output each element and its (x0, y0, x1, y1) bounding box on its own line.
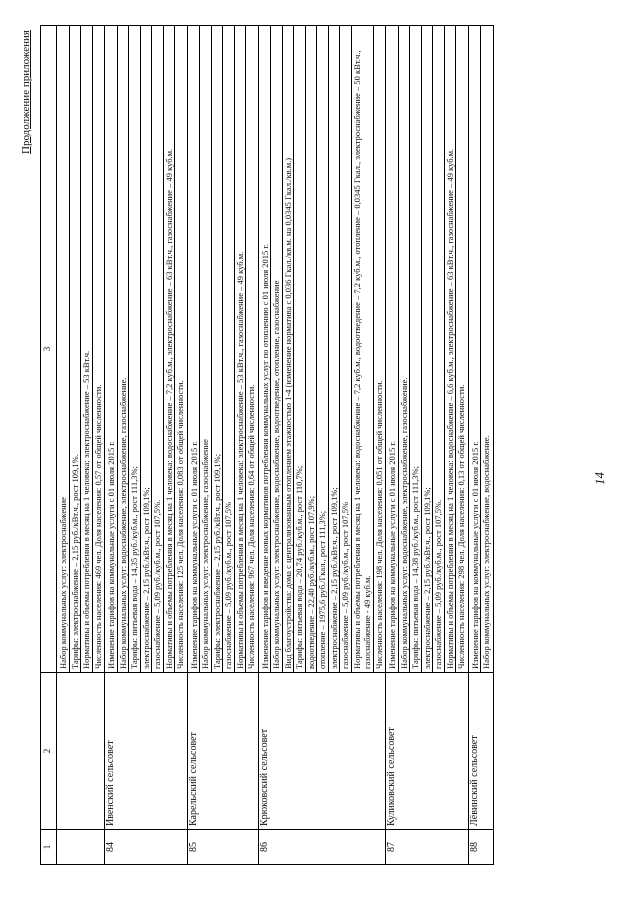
text-line: Тарифы: питьевая вода – 14,35 руб./куб.м., рост 111,3%; (129, 26, 141, 672)
text-line: Набор коммунальных услуг: водоснабжение, электроснабжение, газоснабжение. (399, 26, 411, 672)
settlement-name: Куликовский сельсовет (386, 673, 469, 830)
text-line: Нормативы и объемы потребления в месяц на 1 человека: электроснабжение – 53 кВт.ч., газоснабжение – 49 куб.м. (235, 26, 247, 672)
text-line: Набор коммунальных услуг: электроснабжение, водоснабжение. (481, 435, 491, 669)
details-cell (187, 26, 258, 673)
text-line: Изменение тарифов на коммунальные услуги с 01 июля 2015 г. (387, 26, 399, 672)
settlement-name: Крюковский сельсовет (258, 673, 386, 830)
details-cell (105, 26, 188, 673)
text-line: отопление – 1975,6 руб./Гкал., рост 111,3%; (317, 26, 329, 672)
row-number: 85 (187, 830, 258, 865)
settlement-name: Лёвинский сельсовет (468, 673, 493, 830)
row-number: 84 (105, 830, 188, 865)
row-number: 88 (468, 830, 493, 865)
text-line: электроснабжение – 2,15 руб./кВт.ч., рост 109,1%; (422, 26, 434, 672)
text-line: Численность населения: 125 чел. Доля населения: 0,083 от общей численности. (175, 380, 185, 669)
table-row (258, 26, 386, 865)
text-line: Нормативы и объемы потребления в месяц на 1 человека: электроснабжение – 53 кВт.ч. (81, 26, 93, 672)
details-cell (468, 26, 493, 673)
text-line: Тарифы: питьевая вода – 14,38 руб./куб.м., рост 111,3%; (410, 26, 422, 672)
appendix-title: Продолжение приложения (20, 30, 32, 154)
header-col-3: 3 (41, 26, 57, 673)
settlement-name: Ивенский сельсовет (105, 673, 188, 830)
text-line: электроснабжение – 2,15 руб./кВт.ч., рост 109,1%; (141, 26, 153, 672)
text-line: Нормативы и объемы потребления в месяц на 1 человека: водоснабжение – 6,6 куб.м., электроснабжение – 63 кВт.ч., газоснабжение – 49 куб.м. (445, 26, 457, 672)
text-line: Набор коммунальных услуг: электроснабжение, водоснабжение, водоотведение, отопление, газоснабжение (271, 26, 283, 672)
text-line: Изменение тарифов на коммунальные услуги с 01 июля 2015 г. (106, 26, 118, 672)
text-line: Набор коммунальных услуг: электроснабжение (58, 26, 70, 672)
page-number: 14 (591, 471, 608, 486)
text-line: Нормативы и объемы потребления в месяц на 1 человека: водоснабжение – 7,2 куб.м., электроснабжение – 63 кВт.ч., газоснабжение – 49 куб.м. (164, 26, 176, 672)
tariff-table (40, 25, 494, 865)
row-number: 87 (386, 830, 469, 865)
details-cell (258, 26, 386, 673)
settlement-name: Карельский сельсовет (187, 673, 258, 830)
text-line: Набор коммунальных услуг: водоснабжение, электроснабжение, газоснабжение. (118, 26, 130, 672)
text-line: Численность населения: 198 чел. Доля населения: 0,051 от общей численности. (373, 380, 384, 669)
text-line: электроснабжение – 2,15 руб./кВт.ч., рост 109,1%; (329, 26, 341, 672)
text-line: водоотведение – 22,40 руб./куб.м., рост 107,9%; (306, 26, 318, 672)
text-line: Тарифы: электроснабжение – 2,15 руб./кВт.ч., рост 109,1%. (70, 26, 82, 672)
text-line: Тарифы: питьевая вода – 20,74 руб./куб.м., рост 110,7%; (294, 26, 306, 672)
table-header-row (41, 26, 57, 865)
text-line: Изменение тарифов на коммунальные услуги с 01 июля 2015 г. (189, 26, 201, 672)
table-row (468, 26, 493, 865)
text-line: Набор коммунальных услуг: электроснабжение, газоснабжение (200, 26, 212, 672)
text-line: Нормативы и объемы потребления в месяц на 1 человека: водоснабжение – 7,2 куб.м., водоотведение – 7,2 куб.м., отопление – 0,0345 Гкал., электроснабжение – 50 кВт.ч., газоснабжение - 49 куб.м. (352, 26, 374, 672)
text-line: Численность населения: 298 чел. Доля населения: 0,13 от общей численности. (456, 384, 466, 669)
row-number: 86 (258, 830, 386, 865)
table-row-continuation (57, 26, 105, 865)
table-row (187, 26, 258, 865)
text-line: Изменение тарифов и введение новых нормативов потребления коммунальных услуг по отоплению с 01 июля 2015 г. (260, 26, 272, 672)
text-line: газоснабжение – 5,09 руб./куб.м., рост 107,5% (340, 26, 352, 672)
continuation-cell (57, 26, 105, 673)
table-row (105, 26, 188, 865)
text-line: газоснабжение – 5,09 руб./куб.м., рост 107,5%. (433, 26, 445, 672)
text-line: газоснабжение – 5,09 руб./куб.м., рост 107,5% (223, 26, 235, 672)
table-row (386, 26, 469, 865)
text-line: газоснабжение – 5,09 руб./куб.м., рост 107,5%. (152, 26, 164, 672)
text-line: Изменение тарифов на коммунальные услуги с 01 июля 2015 г. (470, 26, 482, 672)
header-col-1: 1 (41, 830, 57, 865)
details-cell (386, 26, 469, 673)
text-line: Численность населения: 469 чел. Доля населения: 0,57 от общей численности. (92, 384, 103, 669)
header-col-2: 2 (41, 673, 57, 830)
text-line: Численность населения: 967 чел. Доля населения: 0,64 от общей численности. (246, 384, 256, 669)
text-line: Вид благоустройства: дома с централизованным отоплением этажностью 1-4 (изменение норматива с 0,036 Гкал./кв.м. на 0,0345 Гкал./кв.м.) (283, 26, 295, 672)
text-line: Тарифы: электроснабжение – 2,15 руб./кВт.ч., рост 109,1%; (212, 26, 224, 672)
